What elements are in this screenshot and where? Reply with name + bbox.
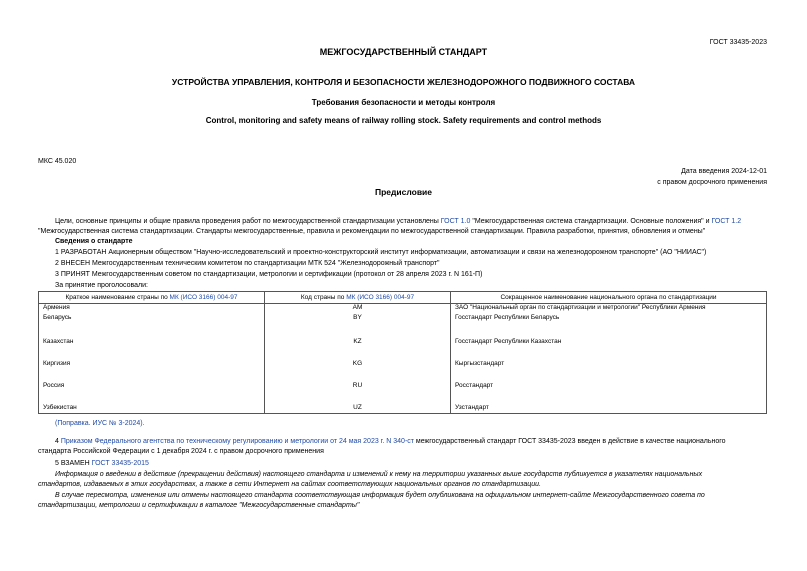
table-header-row <box>39 292 767 304</box>
column-header-text: Код страны по <box>300 293 347 301</box>
table-row <box>39 394 767 414</box>
item-1: 1 РАЗРАБОТАН Акционерным обществом "Научно-исследовательский и проектно-конструкторский институт информатизации, автоматизации и связи на железнодорожном транспорте" (АО "НИИАС") <box>55 249 707 256</box>
document-subtitle: Требования безопасности и методы контроля <box>311 98 496 107</box>
item-4-line2: стандарта Российской Федерации с 1 декабря 2024 г. с правом досрочного применения <box>38 448 324 455</box>
body-cell: Госстандарт Республики Казахстан <box>451 332 767 350</box>
info-note-2-line1: В случае пересмотра, изменения или отмены настоящего стандарта соответствующая информация будет опубликована на официальном интернет-сайте Межгосударственного совета по <box>55 492 705 499</box>
body-cell: Госстандарт Республики Беларусь <box>451 314 767 332</box>
gost-33435-2015-link[interactable]: ГОСТ 33435-2015 <box>91 460 149 467</box>
standard-type: МЕЖГОСУДАРСТВЕННЫЙ СТАНДАРТ <box>319 47 488 57</box>
info-note-1-line2: стандартов, издаваемых в этих государствах, а также в сети Интернет на сайтах соответствующих национальных органов по стандартизации. <box>38 481 541 488</box>
item-4-number: 4 <box>55 438 61 445</box>
info-heading: Сведения о стандарте <box>55 238 133 245</box>
code-cell: UZ <box>265 394 451 414</box>
mk-iso-3166-link[interactable]: МК (ИСО 3166) 004-97 <box>346 293 415 301</box>
table-row <box>39 304 767 314</box>
item-4-text: межгосударственный стандарт ГОСТ 33435-2023 введен в действие в качестве национального <box>413 438 726 445</box>
body-cell: Росстандарт <box>451 372 767 394</box>
intro-date: Дата введения 2024-12-01 <box>681 168 767 175</box>
country-cell: Россия <box>39 372 265 394</box>
table-row <box>39 372 767 394</box>
code-cell: KZ <box>265 332 451 350</box>
country-cell: Казахстан <box>39 332 265 350</box>
voted-label: За принятие проголосовали: <box>55 282 148 289</box>
mk-iso-3166-link[interactable]: МК (ИСО 3166) 004-97 <box>169 293 238 301</box>
item-4-line1 <box>55 437 726 447</box>
countries-table <box>38 291 767 414</box>
column-header-country <box>39 292 265 304</box>
table-row <box>39 314 767 332</box>
column-header-text: Краткое наименование страны по <box>65 293 170 301</box>
info-note-1-line1: Информация о введении в действие (прекращении действия) настоящего стандарта и изменений к нему на территории указанных выше государств публикуется в указателях национальных <box>55 471 703 478</box>
foreword-paragraph-line1 <box>55 217 741 227</box>
code-cell: KG <box>265 350 451 372</box>
foreword-text: Цели, основные принципы и общие правила проведения работ по межгосударственной стандартизации установлены <box>55 218 441 225</box>
code-cell: RU <box>265 372 451 394</box>
item-5-text: 5 ВЗАМЕН <box>55 460 92 467</box>
amendment-link[interactable]: (Поправка. ИУС № 3-2024). <box>55 420 145 427</box>
country-cell: Узбекистан <box>39 394 265 414</box>
gost-1-2-link[interactable]: ГОСТ 1.2 <box>711 218 742 225</box>
body-cell: ЗАО "Национальный орган по стандартизации и метрологии" Республики Армения <box>451 304 767 314</box>
table-row <box>39 332 767 350</box>
table-row <box>39 350 767 372</box>
country-cell: Армения <box>39 304 265 314</box>
item-2: 2 ВНЕСЕН Межгосударственным техническим комитетом по стандартизации МТК 524 "Железнодорожный транспорт" <box>55 260 440 267</box>
body-cell: Узстандарт <box>451 394 767 414</box>
country-cell: Беларусь <box>39 314 265 332</box>
info-note-2-line2: стандартизации, метрологии и сертификации в каталоге "Межгосударственные стандарты" <box>38 502 360 509</box>
body-cell: Кыргызстандарт <box>451 350 767 372</box>
code-cell: BY <box>265 314 451 332</box>
item-5 <box>55 459 149 469</box>
foreword-text: "Межгосударственная система стандартизации. Основные положения" и <box>470 218 712 225</box>
order-link[interactable]: Приказом Федерального агентства по техническому регулированию и метрологии от 24 мая 2023 г. N 340-ст <box>60 438 414 445</box>
foreword-heading: Предисловие <box>374 187 433 197</box>
column-header-body: Сокращенное наименование национального органа по стандартизации <box>451 292 767 304</box>
foreword-paragraph-line2: "Межгосударственная система стандартизации. Стандарты межгосударственные, правила и рекомендации по межгосударственной стандартизации. Правила разработки, принятия, обновления и отмены" <box>38 228 706 235</box>
item-3: 3 ПРИНЯТ Межгосударственным советом по стандартизации, метрологии и сертификации (протокол от 28 апреля 2023 г. N 161-П) <box>55 271 483 278</box>
document-code: ГОСТ 33435-2023 <box>709 39 767 46</box>
gost-1-0-link[interactable]: ГОСТ 1.0 <box>440 218 471 225</box>
document-title-en: Control, monitoring and safety means of railway rolling stock. Safety requirements and control methods <box>205 116 602 125</box>
code-cell: AM <box>265 304 451 314</box>
country-cell: Киргизия <box>39 350 265 372</box>
document-title: УСТРОЙСТВА УПРАВЛЕНИЯ, КОНТРОЛЯ И БЕЗОПАСНОСТИ ЖЕЛЕЗНОДОРОЖНОГО ПОДВИЖНОГО СОСТАВА <box>171 77 636 87</box>
column-header-code <box>265 292 451 304</box>
early-apply-note: с правом досрочного применения <box>657 179 767 186</box>
mks-code: МКС 45.020 <box>38 158 77 165</box>
